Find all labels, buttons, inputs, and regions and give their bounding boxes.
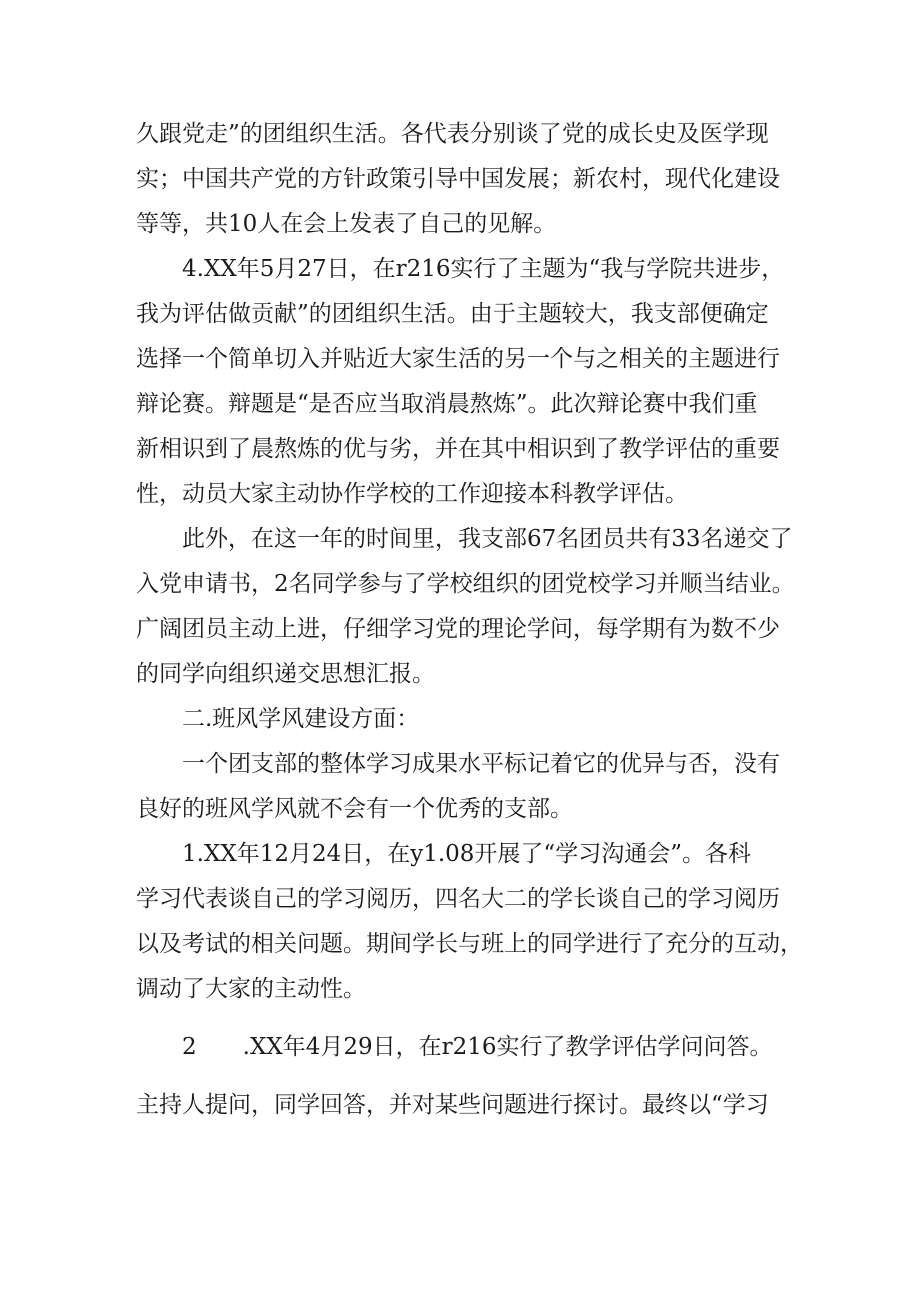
paragraph-7 (136, 1025, 796, 1070)
text-line: 主持人提问，同学回答，并对某些问题进行探讨。最终以“学习 (136, 1092, 769, 1118)
text-line: 以及考试的相关问题。期间学长与班上的同学进行了充分的互动， (136, 931, 803, 957)
text-line: 新相识到了晨熬炼的优与劣，并在其中相识到了教学评估的重要 (136, 436, 780, 462)
text-line: 此外，在这一年的时间里，我支部67名团员共有33名递交了 (182, 526, 793, 552)
paragraph-8 (136, 1083, 796, 1128)
paragraph-5 (136, 742, 796, 832)
text-line: 调动了大家的主动性。 (136, 976, 366, 1002)
text-line: 入党申请书，2名同学参与了学校组织的团党校学习并顺当结业。 (136, 571, 795, 597)
paragraph-1 (136, 112, 796, 247)
text-line: 等等，共10人在会上发表了自己的见解。 (136, 211, 557, 237)
text-line: 2 .XX年4月29日，在r216实行了教学评估学问问答。 (182, 1034, 773, 1060)
text-line: 广阔团员主动上进，仔细学习党的理论学问，每学期有为数不少 (136, 616, 780, 642)
document-body (136, 112, 803, 1128)
text-line: 一个团支部的整体学习成果水平标记着它的优异与否，没有 (182, 751, 780, 777)
text-line: 学习代表谈自己的学习阅历，四名大二的学长谈自己的学习阅历 (136, 886, 780, 912)
heading-line: 二.班风学风建设方面： (182, 706, 420, 732)
text-line: 我为评估做贡献”的团组织生活。由于主题较大，我支部便确定 (136, 301, 769, 327)
text-line: 久跟党走”的团组织生活。各代表分别谈了党的成长史及医学现 (136, 121, 769, 147)
text-line: 的同学向组织递交思想汇报。 (136, 661, 435, 687)
text-line: 1.XX年12月24日，在y1.08开展了“学习沟通会”。各科 (182, 841, 751, 867)
paragraph-3 (136, 517, 796, 697)
paragraph-6 (136, 832, 803, 1012)
text-line: 良好的班风学风就不会有一个优秀的支部。 (136, 796, 573, 822)
paragraph-2 (136, 247, 796, 517)
text-line: 性，动员大家主动协作学校的工作迎接本科教学评估。 (136, 481, 688, 507)
section-heading (136, 697, 796, 742)
text-line: 实；中国共产党的方针政策引导中国发展；新农村，现代化建设 (136, 166, 780, 192)
text-line: 辩论赛。辩题是“是否应当取消晨熬炼”。此次辩论赛中我们重 (136, 391, 758, 417)
text-line: 选择一个简单切入并贴近大家生活的另一个与之相关的主题进行 (136, 346, 780, 372)
text-line: 4.XX年5月27日，在r216实行了主题为“我与学院共进步， (182, 256, 785, 282)
